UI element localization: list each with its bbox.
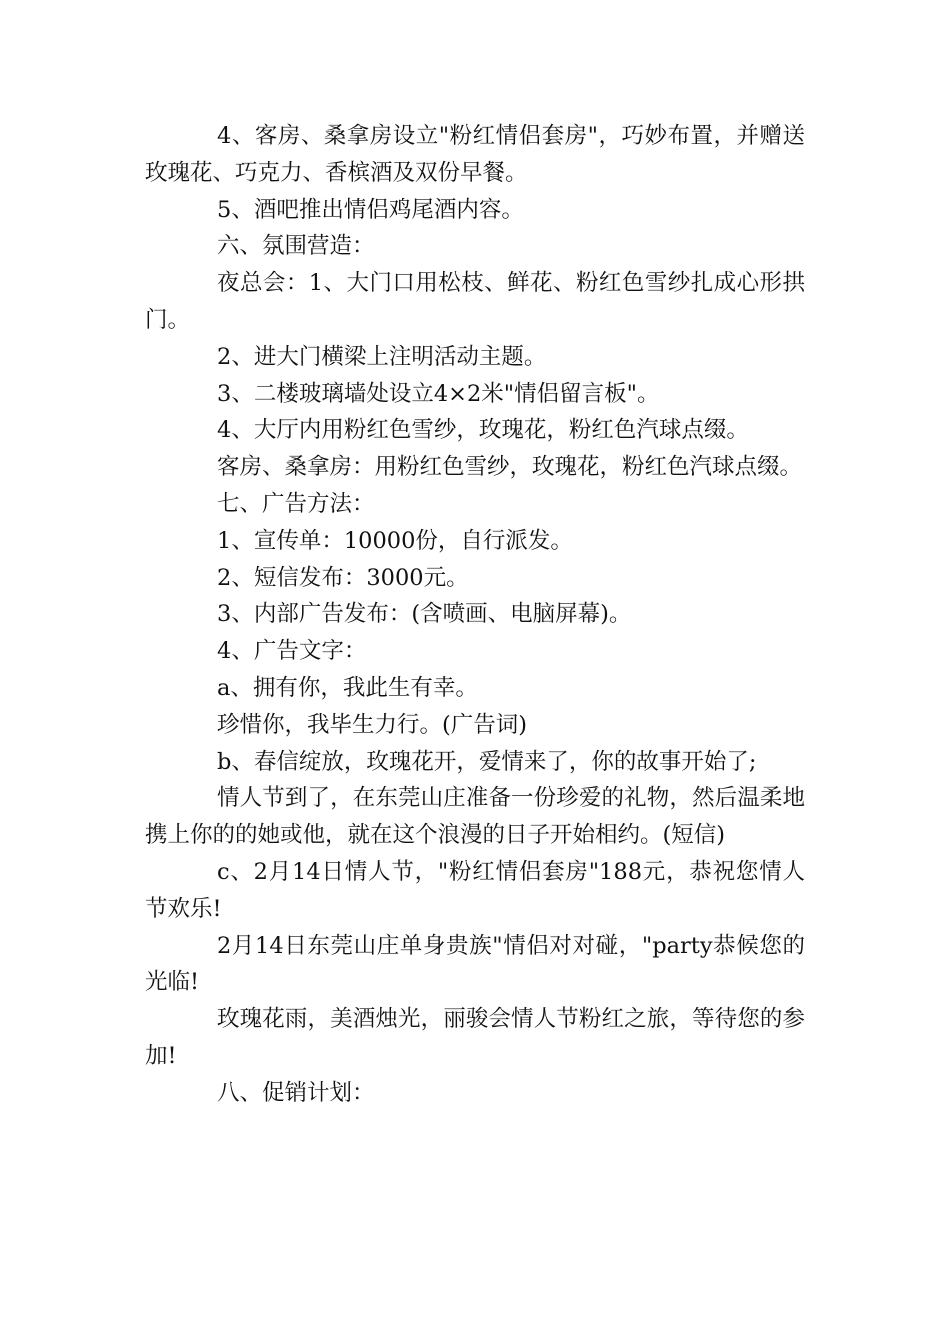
paragraph-ad-copy-rose: 玫瑰花雨，美酒烛光，丽骏会情人节粉红之旅，等待您的参加! <box>145 1006 805 1069</box>
paragraph-entrance-theme: 2、进大门横梁上注明活动主题。 <box>217 343 547 370</box>
paragraph-ad-copy-heading: 4、广告文字： <box>217 638 367 665</box>
paragraph-guest-rooms-suite: 4、客房、桑拿房设立"粉红情侣套房"，巧妙布置，并赠送玫瑰花、巧克力、香槟酒及双份早餐。 <box>145 123 805 186</box>
document-body <box>145 118 805 1112</box>
paragraph-sms: 2、短信发布：3000元。 <box>217 564 469 591</box>
paragraph-flyers: 1、宣传单：10000份，自行派发。 <box>217 527 573 554</box>
paragraph-nightclub-arch: 夜总会：1、大门口用松枝、鲜花、粉红色雪纱扎成心形拱门。 <box>145 270 805 333</box>
paragraph-ad-copy-a-cont: 珍惜你，我毕生力行。(广告词) <box>217 711 528 738</box>
paragraph-internal-ads: 3、内部广告发布：(含喷画、电脑屏幕)。 <box>217 601 632 628</box>
paragraph-ad-copy-party: 2月14日东莞山庄单身贵族"情侣对对碰，"party恭候您的光临! <box>145 932 805 996</box>
section-heading-advertising: 七、广告方法： <box>217 490 375 517</box>
paragraph-ad-copy-b-cont: 情人节到了，在东莞山庄准备一份珍爱的礼物，然后温柔地携上你的的她或他，就在这个浪漫的日子开始相约。(短信) <box>145 785 805 849</box>
paragraph-hall-decoration: 4、大厅内用粉红色雪纱，玫瑰花，粉红色汽球点缀。 <box>217 417 749 444</box>
section-heading-promotion: 八、促销计划： <box>217 1079 375 1106</box>
paragraph-ad-copy-a: a、拥有你，我此生有幸。 <box>217 674 478 701</box>
paragraph-bar-cocktail: 5、酒吧推出情侣鸡尾酒内容。 <box>217 196 524 223</box>
section-heading-atmosphere: 六、氛围营造： <box>217 233 375 260</box>
paragraph-rooms-decoration: 客房、桑拿房：用粉红色雪纱，玫瑰花，粉红色汽球点缀。 <box>217 454 803 481</box>
paragraph-ad-copy-c: c、2月14日情人节，"粉红情侣套房"188元，恭祝您情人节欢乐! <box>145 858 805 922</box>
paragraph-ad-copy-b: b、春信绽放，玫瑰花开，爱情来了，你的故事开始了; <box>217 748 757 775</box>
paragraph-message-board: 3、二楼玻璃墙处设立4×2米"情侣留言板"。 <box>217 380 660 407</box>
